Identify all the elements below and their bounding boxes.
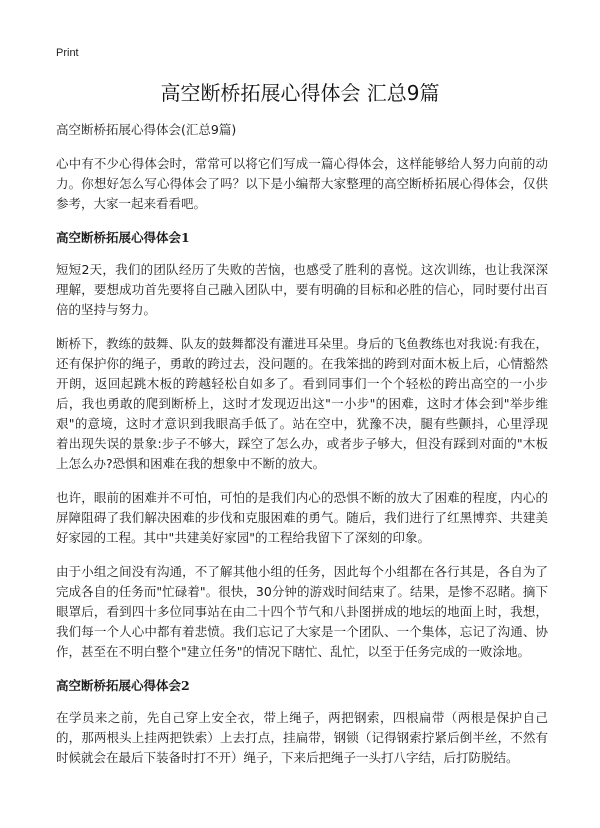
document-body <box>56 120 548 782</box>
document-title: 高空断桥拓展心得体会 汇总9篇 <box>160 81 440 105</box>
section-heading: 高空断桥拓展心得体会2 <box>56 678 190 693</box>
section-paragraph: 短短2天，我们的团队经历了失败的苦恼，也感受了胜利的喜悦。这次训练，也让我深深理解，要想成功首先要将自己融入团队中，要有明确的目标和必胜的信心，同时要付出百倍的坚持与努力。 <box>56 262 548 317</box>
section-1 <box>56 228 548 662</box>
section-paragraph: 也许，眼前的困难并不可怕，可怕的是我们内心的恐惧不断的放大了困难的程度，内心的屏障阻碍了我们解决困难的步伐和克服困难的勇气。随后，我们进行了红黑博弈、共建美好家园的工程。其中"共建美好家园"的工程给我留下了深刻的印象。 <box>56 490 548 545</box>
section-2 <box>56 676 548 768</box>
section-paragraph: 在学员来之前，先自己穿上安全衣，带上绳子，两把钢索，四根扁带（两根是保护自己的，那两根头上挂两把铁索）上去打点，挂扁带，钢锁（记得钢索拧紧后倒半丝，不然有时候就会在最后下装备时打不开）绳子，下来后把绳子一头打八字结，后打防脱结。 <box>56 710 548 765</box>
section-heading: 高空断桥拓展心得体会1 <box>56 230 190 245</box>
intro-paragraph: 心中有不少心得体会时，常常可以将它们写成一篇心得体会，这样能够给人努力向前的动力。你想好怎么写心得体会了吗？以下是小编帮大家整理的高空断桥拓展心得体会，仅供参考，大家一起来看看吧。 <box>56 156 548 211</box>
section-paragraph: 断桥下，教练的鼓舞、队友的鼓舞都没有灌进耳朵里。身后的飞鱼教练也对我说:有我在，还有保护你的绳子，勇敢的跨过去，没问题的。在我笨拙的跨到对面木板上后，心情豁然开朗，返回起跳木板的跨越轻松自如多了。看到同事们一个个轻松的跨出高空的一小步后，我也勇敢的爬到断桥上，这时才发现迈出这"一小步"的困难，这时才体会到"举步维艰"的意境，这时才意识到我眼高手低了。站在空中，犹豫不决，腿有些颤抖，心里浮现着出现失误的景象:步子不够大，踩空了怎么办，或者步子够大，但没有踩到对面的"木板上怎么办?恐惧和困难在我的想象中不断的放大。 <box>56 336 548 471</box>
document-subtitle: 高空断桥拓展心得体会(汇总9篇) <box>56 122 237 137</box>
section-paragraph: 由于小组之间没有沟通，不了解其他小组的任务，因此每个小组都在各行其是，各自为了完成各自的任务而"忙碌着"。很快，30分钟的游戏时间结束了。结果，是惨不忍睹。摘下眼罩后，看到四十多位同事站在由二十四个节气和八卦图拼成的地坛的地面上时，我想，我们每一个人心中都有着悲愤。我们忘记了大家是一个团队、一个集体，忘记了沟通、协作，甚至在不明白整个"建立任务"的情况下瞎忙、乱忙，以至于任务完成的一败涂地。 <box>56 564 548 659</box>
print-link[interactable]: Print <box>56 47 79 59</box>
